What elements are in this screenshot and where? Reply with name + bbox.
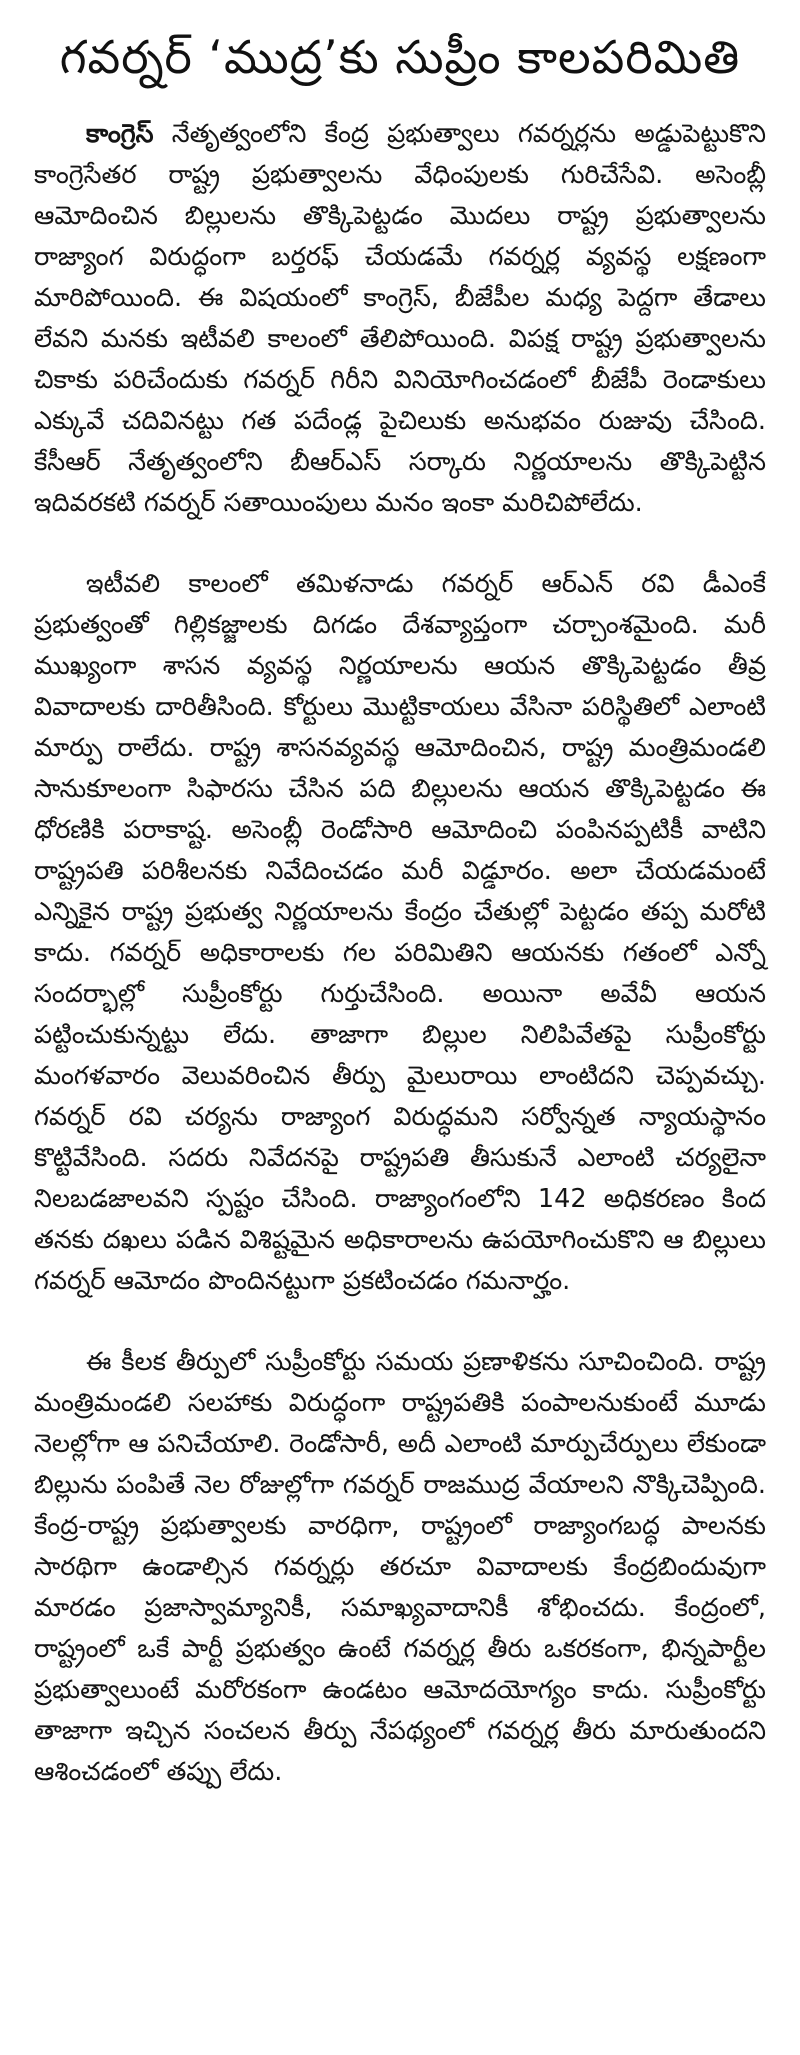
article-headline: గవర్నర్ ‘ముద్ర’కు సుప్రీం కాలపరిమితి (59, 30, 741, 84)
article-paragraph-1 (34, 114, 766, 524)
article-paragraph-2: ఇటీవలి కాలంలో తమిళనాడు గవర్నర్ ఆర్ఎన్ రవి డీఎంకే ప్రభుత్వంతో గిల్లికజ్జాలకు దిగడం దేశవ్యాప్తంగా చర్చాంశమైంది. మరీ ముఖ్యంగా శాసన వ్యవస్థ నిర్ణయాలను ఆయన తొక్కిపెట్టడం తీవ్ర వివాదాలకు దారితీసింది. కోర్టులు మొట్టికాయలు వేసినా పరిస్థితిలో ఎలాంటి మార్పు రాలేదు. రాష్ట్ర శాసనవ్యవస్థ ఆమోదించిన, రాష్ట్ర మంత్రిమండలి సానుకూలంగా సిఫారసు చేసిన పది బిల్లులను ఆయన తొక్కిపెట్టడం ఈ ధోరణికి పరాకాష్ట. అసెంబ్లీ రెండోసారి ఆమోదించి పంపినప్పటికీ వాటిని రాష్ట్రపతి పరిశీలనకు నివేదించడం మరీ విడ్డూరం. అలా చేయడమంటే ఎన్నికైన రాష్ట్ర ప్రభుత్వ నిర్ణయాలను కేంద్రం చేతుల్లో పెట్టడం తప్ప మరోటి కాదు. గవర్నర్ అధికారాలకు గల పరిమితిని ఆయనకు గతంలో ఎన్నో సందర్భాల్లో సుప్రీంకోర్టు గుర్తుచేసింది. అయినా అవేవీ ఆయన పట్టించుకున్నట్టు లేదు. తాజాగా బిల్లుల నిలిపివేతపై సుప్రీంకోర్టు మంగళవారం వెలువరించిన తీర్పు మైలురాయి లాంటిదని చెప్పవచ్చు. గవర్నర్ రవి చర్యను రాజ్యాంగ విరుద్ధమని సర్వోన్నత న్యాయస్థానం కొట్టివేసింది. సదరు నివేదనపై రాష్ట్రపతి తీసుకునే ఎలాంటి చర్యలైనా నిలబడజాలవని స్పష్టం చేసింది. రాజ్యాంగంలోని 142 అధికరణం కింద తనకు దఖలు పడిన విశిష్టమైన అధికారాలను ఉపయోగించుకొని ఆ బిల్లులు గవర్నర్ ఆమోదం పొందినట్టుగా ప్రకటించడం గమనార్హం. (34, 569, 766, 1296)
paragraph-1-text: నేతృత్వంలోని కేంద్ర ప్రభుత్వాలు గవర్నర్లను అడ్డుపెట్టుకొని కాంగ్రెసేతర రాష్ట్ర ప్రభుత్వాలను వేధింపులకు గురిచేసేవి. అసెంబ్లీ ఆమోదించిన బిల్లులను తొక్కిపెట్టడం మొదలు రాష్ట్ర ప్రభుత్వాలను రాజ్యాంగ విరుద్ధంగా బర్తరఫ్ చేయడమే గవర్నర్ల వ్యవస్థ లక్షణంగా మారిపోయింది. ఈ విషయంలో కాంగ్రెస్, బీజేపీల మధ్య పెద్దగా తేడాలు లేవని మనకు ఇటీవలి కాలంలో తేలిపోయింది. విపక్ష రాష్ట్ర ప్రభుత్వాలను చికాకు పరిచేందుకు గవర్నర్ గిరీని వినియోగించడంలో బీజేపీ రెండాకులు ఎక్కువే చదివినట్టు గత పదేండ్ల పైచిలుకు అనుభవం రుజువు చేసింది. కేసీఆర్ నేతృత్వంలోని బీఆర్ఎస్ సర్కారు నిర్ణయాలను తొక్కిపెట్టిన ఇదివరకటి గవర్నర్ సతాయింపులు మనం ఇంకా మరిచిపోలేదు. (34, 119, 766, 518)
article-paragraph-3: ఈ కీలక తీర్పులో సుప్రీంకోర్టు సమయ ప్రణాళికను సూచించింది. రాష్ట్ర మంత్రిమండలి సలహాకు విరుద్ధంగా రాష్ట్రపతికి పంపాలనుకుంటే మూడు నెలల్లోగా ఆ పనిచేయాలి. రెండోసారీ, అదీ ఎలాంటి మార్పుచేర్పులు లేకుండా బిల్లును పంపితే నెల రోజుల్లోగా గవర్నర్ రాజముద్ర వేయాలని నొక్కిచెప్పింది. కేంద్ర-రాష్ట్ర ప్రభుత్వాలకు వారధిగా, రాష్ట్రంలో రాజ్యాంగబద్ధ పాలనకు సారథిగా ఉండాల్సిన గవర్నర్లు తరచూ వివాదాలకు కేంద్రబిందువుగా మారడం ప్రజాస్వామ్యానికీ, సమాఖ్యవాదానికీ శోభించదు. కేంద్రంలో, రాష్ట్రంలో ఒకే పార్టీ ప్రభుత్వం ఉంటే గవర్నర్ల తీరు ఒకరకంగా, భిన్నపార్టీల ప్రభుత్వాలుంటే మరోరకంగా ఉండటం ఆమోదయోగ్యం కాదు. సుప్రీంకోర్టు తాజాగా ఇచ్చిన సంచలన తీర్పు నేపథ్యంలో గవర్నర్ల తీరు మారుతుందని ఆశించడంలో తప్పు లేదు. (34, 1347, 766, 1787)
lead-word: కాంగ్రెస్ (86, 119, 154, 149)
